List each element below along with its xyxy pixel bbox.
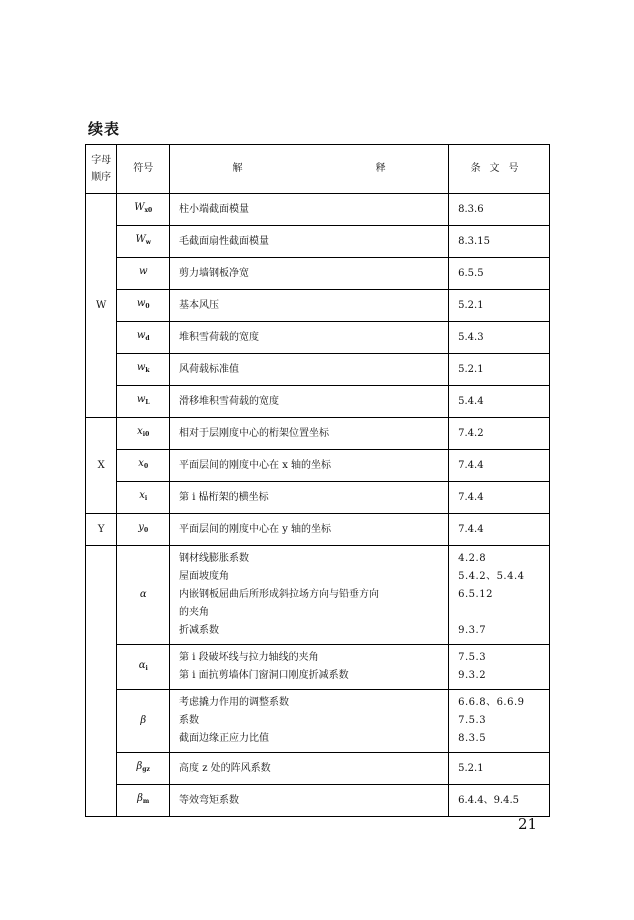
table-row	[86, 785, 550, 817]
explanation-cell	[170, 546, 449, 645]
symbol-cell	[117, 514, 170, 546]
header-clause: 条文号	[449, 145, 550, 194]
clause-line: 9.3.7	[458, 625, 487, 636]
symbol-main: w	[138, 266, 148, 277]
clause-cell	[449, 690, 550, 753]
symbol-main: w	[136, 362, 146, 373]
symbol-main: x	[139, 490, 145, 501]
explanation-cell: 剪力墙钢板净宽	[170, 258, 449, 290]
table-row	[86, 546, 550, 645]
symbol-cell	[117, 418, 170, 450]
table-continued-title: 续表	[88, 120, 121, 138]
group-letter-w: W	[86, 194, 117, 418]
symbol-main: w	[136, 298, 146, 309]
clause-line: 9.3.2	[458, 670, 487, 681]
clause-cell: 7.4.2	[449, 418, 550, 450]
explanation-cell	[170, 690, 449, 753]
symbol-cell	[117, 322, 170, 354]
clause-line: 7.5.3	[458, 715, 487, 726]
symbol-main: W	[134, 202, 145, 213]
group-letter-x: X	[86, 418, 117, 514]
explanation-cell: 第 i 榀桁架的横坐标	[170, 482, 449, 514]
symbol-cell	[117, 258, 170, 290]
table-row	[86, 386, 550, 418]
explanation-cell: 高度 z 处的阵风系数	[170, 753, 449, 785]
symbol-sub: i	[145, 664, 148, 672]
clause-line: 6.5.12	[458, 589, 493, 600]
symbol-cell	[117, 194, 170, 226]
explanation-cell	[170, 645, 449, 690]
header-explanation: 解 释	[170, 145, 449, 194]
explanation-cell: 平面层间的刚度中心在 y 轴的坐标	[170, 514, 449, 546]
table-row	[86, 450, 550, 482]
symbol-cell	[117, 482, 170, 514]
table-row	[86, 354, 550, 386]
explanation-line: 折减系数	[179, 625, 220, 636]
page-number: 21	[518, 815, 538, 833]
symbol-sub: gz	[142, 766, 150, 773]
table-row	[86, 514, 550, 546]
symbol-sub: L	[145, 399, 150, 406]
symbol-sub: w	[145, 239, 151, 246]
clause-cell: 5.4.4	[449, 386, 550, 418]
group-letter-greek	[86, 546, 117, 817]
symbol-table	[85, 144, 550, 817]
explanation-line: 第 i 面抗剪墙体门窗洞口刚度折减系数	[179, 670, 349, 681]
explanation-line: 考虑撬力作用的调整系数	[179, 697, 290, 708]
symbol-cell	[117, 386, 170, 418]
symbol-sub: i	[144, 495, 148, 502]
clause-cell	[449, 546, 550, 645]
clause-cell: 5.4.3	[449, 322, 550, 354]
symbol-main: β	[136, 761, 143, 772]
header-letter-order	[86, 145, 117, 194]
clause-cell: 8.3.6	[449, 194, 550, 226]
table-row	[86, 226, 550, 258]
table-row	[86, 753, 550, 785]
explanation-cell: 平面层间的刚度中心在 x 轴的坐标	[170, 450, 449, 482]
header-symbol: 符号	[117, 145, 170, 194]
explanation-line: 钢材线膨胀系数	[179, 553, 250, 564]
clause-cell: 5.2.1	[449, 290, 550, 322]
clause-line: 5.4.2、5.4.4	[458, 571, 525, 582]
symbol-cell	[117, 354, 170, 386]
clause-cell: 7.4.4	[449, 482, 550, 514]
symbol-main: y	[138, 522, 144, 533]
symbol-cell	[117, 290, 170, 322]
symbol-main: W	[135, 234, 146, 245]
clause-cell: 7.4.4	[449, 450, 550, 482]
header-order-line-2: 顺序	[91, 172, 112, 183]
table-row	[86, 322, 550, 354]
symbol-sub: m	[142, 798, 150, 805]
symbol-cell: β	[117, 690, 170, 753]
symbol-sub: d	[145, 335, 150, 342]
symbol-cell	[117, 450, 170, 482]
explanation-cell: 柱小端截面模量	[170, 194, 449, 226]
explanation-cell: 等效弯矩系数	[170, 785, 449, 817]
table-row	[86, 482, 550, 514]
symbol-main: β	[137, 793, 143, 804]
header-order-line-1: 字母	[91, 155, 112, 166]
clause-line: 8.3.5	[458, 733, 487, 744]
clause-cell: 6.4.4、9.4.5	[449, 785, 550, 817]
symbol-cell: α	[117, 546, 170, 645]
explanation-cell: 堆积雪荷载的宽度	[170, 322, 449, 354]
symbol-main: α	[138, 659, 146, 671]
clause-line: 4.2.8	[458, 553, 487, 564]
table-row	[86, 690, 550, 753]
clause-cell: 7.4.4	[449, 514, 550, 546]
symbol-main: x	[138, 458, 144, 469]
symbol-sub: i0	[142, 431, 150, 438]
explanation-line: 截面边缘正应力比值	[179, 733, 270, 744]
clause-line: 7.5.3	[458, 652, 487, 663]
clause-cell: 5.2.1	[449, 753, 550, 785]
explanation-line: 系数	[179, 715, 200, 726]
table-row	[86, 645, 550, 690]
clause-cell: 5.2.1	[449, 354, 550, 386]
symbol-main: w	[136, 394, 146, 405]
explanation-cell: 风荷载标准值	[170, 354, 449, 386]
explanation-cell: 毛截面扇性截面模量	[170, 226, 449, 258]
symbol-sub: k	[145, 367, 150, 374]
symbol-cell	[117, 753, 170, 785]
explanation-cell: 滑移堆积雪荷载的宽度	[170, 386, 449, 418]
table-row	[86, 290, 550, 322]
symbol-sub: 0	[145, 303, 150, 310]
explanation-line: 第 i 段破坏线与拉力轴线的夹角	[179, 652, 319, 663]
symbol-sub: 0	[143, 463, 149, 470]
group-letter-y: Y	[86, 514, 117, 546]
symbol-cell	[117, 785, 170, 817]
symbol-main: w	[136, 330, 146, 341]
table-header-row	[86, 145, 550, 194]
clause-cell	[449, 645, 550, 690]
table-row	[86, 418, 550, 450]
explanation-line: 的夹角	[179, 607, 210, 618]
clause-cell: 6.5.5	[449, 258, 550, 290]
explanation-cell: 相对于层刚度中心的桁架位置坐标	[170, 418, 449, 450]
clause-line	[458, 604, 549, 622]
table-row	[86, 258, 550, 290]
explanation-line: 屋面坡度角	[179, 571, 230, 582]
clause-line: 6.6.8、6.6.9	[458, 697, 525, 708]
clause-cell: 8.3.15	[449, 226, 550, 258]
symbol-cell	[117, 645, 170, 690]
symbol-cell	[117, 226, 170, 258]
symbol-main: x	[137, 426, 143, 437]
table-row	[86, 194, 550, 226]
explanation-line: 内嵌钢板屈曲后所形成斜拉场方向与铅垂方向	[179, 589, 380, 600]
explanation-cell: 基本风压	[170, 290, 449, 322]
symbol-sub: 0	[143, 527, 149, 534]
symbol-sub: x0	[144, 207, 153, 214]
